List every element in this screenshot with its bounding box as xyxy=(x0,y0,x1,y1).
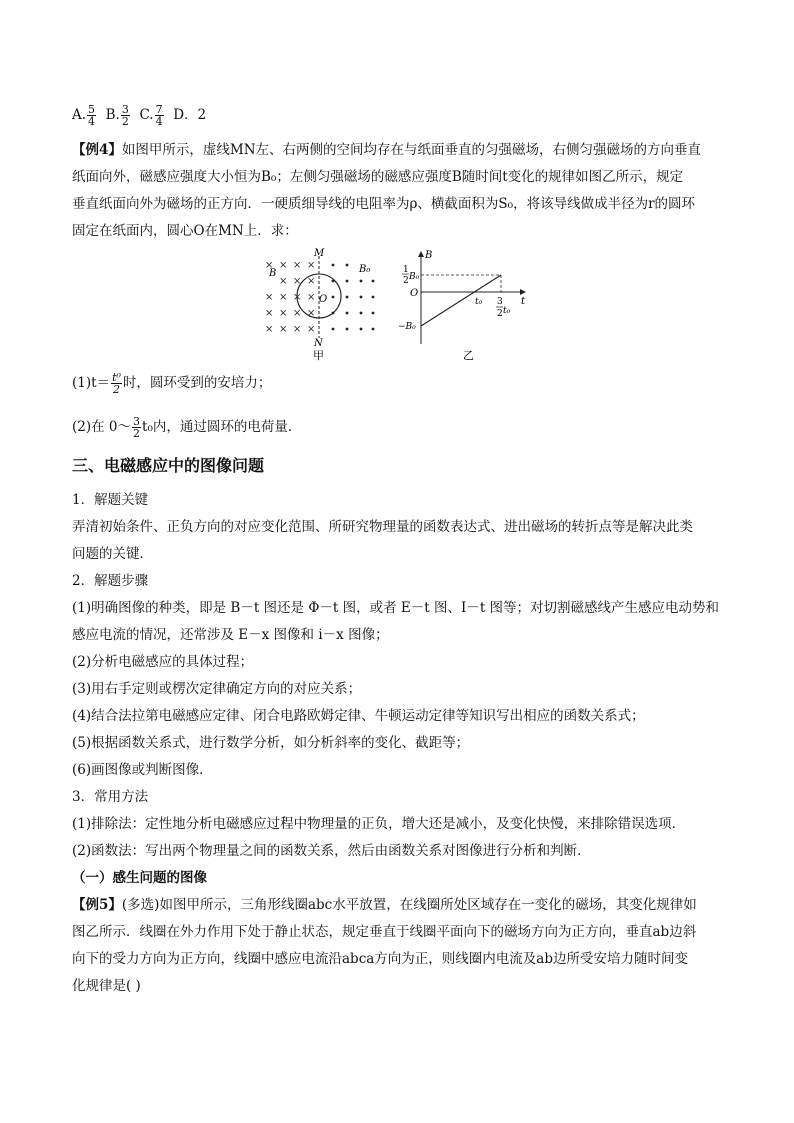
example5-line3: 向下的受力方向为正方向，线圈中感应电流沿abca方向为正，则线圈内电流及ab边所受安培力随时间变 xyxy=(72,951,688,967)
subsection-1: （一）感生问题的图像 xyxy=(72,870,207,886)
option-c-fraction: $\frac{7}{4}$ xyxy=(155,103,163,128)
option-d-label: D．2 xyxy=(173,107,207,123)
section-3-s2: 2．解题步骤 xyxy=(72,573,149,589)
yi-three-num: 3 xyxy=(497,297,503,307)
label-o: O xyxy=(319,294,328,305)
option-b-fraction: $\frac{3}{2}$ xyxy=(121,103,129,128)
cross-mark: × xyxy=(279,292,288,303)
section-3-s1-text2: 问题的关键． xyxy=(72,546,153,562)
step-3: (3)用右手定则或楞次定律确定方向的对应关系； xyxy=(72,681,362,697)
cross-mark: × xyxy=(293,276,302,287)
dot-mark xyxy=(346,312,349,315)
section-3-s3: 3．常用方法 xyxy=(72,789,149,805)
method-1: (1)排除法：定性地分析电磁感应过程中物理量的正负，增大还是减小，及变化快慢，来排除错误选项． xyxy=(72,816,686,832)
section-3-s1: 1．解题关键 xyxy=(72,492,149,508)
figure-yi xyxy=(395,246,535,362)
section-3-s1-text1: 弄清初始条件、正负方向的对应变化范围、所研究物理量的函数表达式、进出磁场的转折点等是解决此类 xyxy=(72,519,693,535)
dot-mark xyxy=(372,328,375,331)
step-1b: 感应电流的情况，还常涉及 E－x 图像和 i－x 图像； xyxy=(72,627,389,643)
cross-mark: × xyxy=(279,276,288,287)
yi-half-num: 1 xyxy=(403,265,409,275)
example4-line4: 固定在纸面内，圆心O在MN上．求： xyxy=(72,223,298,239)
section-3-title: 三、电磁感应中的图像问题 xyxy=(72,456,265,475)
dot-mark xyxy=(372,280,375,283)
option-b-label: B. xyxy=(105,107,120,123)
dot-mark xyxy=(346,264,349,267)
cross-mark: × xyxy=(265,292,274,303)
option-a-label: A. xyxy=(72,107,87,123)
dot-mark xyxy=(360,296,363,299)
dot-mark xyxy=(346,280,349,283)
label-m: M xyxy=(314,248,325,259)
example5-line4: 化规律是( ) xyxy=(72,978,141,994)
cross-mark: × xyxy=(293,292,302,303)
method-2: (2)函数法：写出两个物理量之间的函数关系，然后由函数关系对图像进行分析和判断． xyxy=(72,843,591,859)
option-a-fraction: $\frac{5}{4}$ xyxy=(88,103,96,128)
yi-neg-b0: −B₀ xyxy=(398,322,416,332)
yi-half-den: 2 xyxy=(403,276,409,286)
dot-mark xyxy=(372,296,375,299)
caption-jia: 甲 xyxy=(313,349,324,362)
dot-mark xyxy=(332,296,335,299)
cross-mark: × xyxy=(307,260,316,271)
q1-fraction: $\frac{\text{t⁰}}{2}$ xyxy=(112,371,121,396)
option-c-label: C. xyxy=(139,107,154,123)
step-4: (4)结合法拉第电磁感应定律、闭合电路欧姆定律、牛顿运动定律等知识写出相应的函数关系式； xyxy=(72,708,645,724)
b-t-graph-line xyxy=(421,275,501,326)
cross-mark: × xyxy=(307,324,316,335)
step-6: (6)画图像或判断图像． xyxy=(72,762,213,778)
dot-mark xyxy=(346,328,349,331)
dot-mark xyxy=(332,328,335,331)
example4-line1: 【例4】如图甲所示，虚线MN左、右两侧的空间均存在与纸面垂直的匀强磁场，右侧匀强磁场的方向垂直 xyxy=(72,142,702,158)
label-b: B xyxy=(269,268,277,279)
question-1: (1)t＝ $\frac{\text{t⁰}}{2}$ 时，圆环受到的安培力； xyxy=(72,371,272,396)
dot-mark xyxy=(346,296,349,299)
example5-tag: 【例5】 xyxy=(72,897,122,913)
cross-mark: × xyxy=(279,324,288,335)
caption-yi: 乙 xyxy=(463,349,474,362)
dot-mark xyxy=(360,280,363,283)
yi-three-den: 2 xyxy=(497,309,503,319)
example4-line3: 垂直纸面向外为磁场的正方向．一硬质细导线的电阻率为ρ、横截面积为S₀，将该导线做成半径为r的圆环 xyxy=(72,196,696,212)
yi-three-t0: t₀ xyxy=(503,306,511,316)
label-n: N xyxy=(314,338,323,349)
step-1a: (1)明确图像的种类，即是 B－t 图还是 Φ－t 图，或者 E－t 图、I－t 图等；对切割磁感线产生感应电动势和 xyxy=(72,600,720,616)
dot-mark xyxy=(332,264,335,267)
cross-mark: × xyxy=(293,260,302,271)
step-5: (5)根据函数关系式，进行数学分析，如分析斜率的变化、截距等； xyxy=(72,735,470,751)
q2-fraction: $\frac{3}{2}$ xyxy=(133,415,141,440)
cross-mark: × xyxy=(293,324,302,335)
yi-label-o: O xyxy=(410,288,419,299)
example5-line2: 图乙所示．线圈在外力作用下处于静止状态，规定垂直于线圈平面向下的磁场方向为正方向，垂直ab边斜 xyxy=(72,924,697,940)
cross-mark: × xyxy=(307,276,316,287)
answer-options xyxy=(72,104,722,127)
cross-mark: × xyxy=(307,292,316,303)
example4-line2: 纸面向外，磁感应强度大小恒为B₀；左侧匀强磁场的磁感应强度B随时间t变化的规律如图乙所示，规定 xyxy=(72,169,684,185)
yi-label-t0: t₀ xyxy=(475,297,483,307)
cross-mark: × xyxy=(293,308,302,319)
cross-mark: × xyxy=(265,260,274,271)
cross-mark: × xyxy=(279,260,288,271)
yi-label-t: t xyxy=(521,296,526,307)
cross-mark: × xyxy=(279,308,288,319)
cross-mark: × xyxy=(265,324,274,335)
question-2: (2)在 0～ $\frac{3}{2}$ t₀内，通过圆环的电荷量． xyxy=(72,415,302,440)
example5-line1: 【例5】(多选)如图甲所示，三角形线圈abc水平放置，在线圈所处区域存在一变化的磁场，其变化规律如 xyxy=(72,897,697,913)
label-b0: B₀ xyxy=(359,264,371,275)
dot-mark xyxy=(360,312,363,315)
figure-jia xyxy=(255,246,375,362)
dot-mark xyxy=(372,312,375,315)
yi-label-b: B xyxy=(425,250,433,261)
yi-b0-label: B₀ xyxy=(409,272,420,282)
cross-mark: × xyxy=(265,308,274,319)
cross-mark: × xyxy=(307,308,316,319)
dot-mark xyxy=(360,328,363,331)
step-2: (2)分析电磁感应的具体过程； xyxy=(72,654,254,670)
example4-tag: 【例4】 xyxy=(72,142,122,158)
